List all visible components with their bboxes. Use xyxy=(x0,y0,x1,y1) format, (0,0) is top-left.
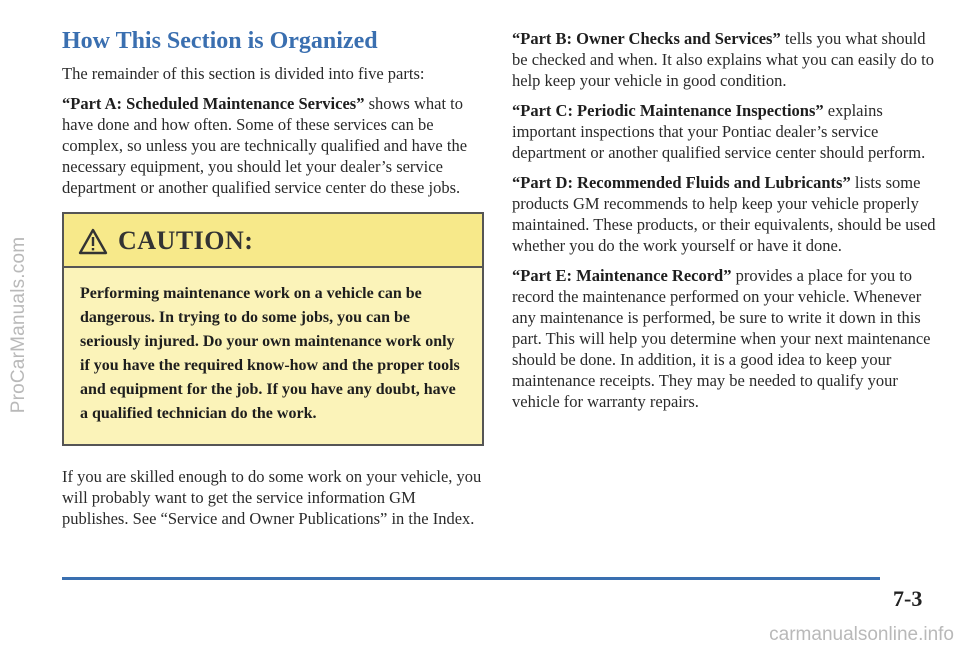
side-watermark xyxy=(4,0,34,650)
part-c-paragraph xyxy=(512,100,942,163)
intro-paragraph: The remainder of this section is divided into five parts: xyxy=(62,64,425,83)
part-d-lead: “Part D: Recommended Fluids and Lubricants” xyxy=(512,173,851,192)
footer-rule xyxy=(62,577,880,580)
page-number: 7-3 xyxy=(893,586,923,611)
warning-triangle-icon xyxy=(78,228,108,255)
part-b-paragraph xyxy=(512,28,942,91)
part-b-text: tells you what should be checked and when. It also explains what you can easily do to help keep your vehicle in good condition. xyxy=(512,29,934,90)
caution-body xyxy=(64,268,482,444)
section-heading: How This Section is Organized xyxy=(62,28,378,54)
caution-text: Performing maintenance work on a vehicle can be dangerous. In trying to do some jobs, you can be seriously injured. Do your own maintenance work only if you have the required know-how and the proper tools and equipment for the job. If you have any doubt, have a qualified technician do the work. xyxy=(80,285,460,422)
caution-title: CAUTION: xyxy=(118,226,254,255)
part-d-text: lists some products GM recommends to help keep your vehicle properly maintained. These products, or their equivalents, should be used whether you do the work yourself or have it done. xyxy=(512,173,936,255)
part-a-text: shows what to have done and how often. Some of these services can be complex, so unless you are technically qualified and have the necessary equipment, you should let your dealer’s service department or another qualified service center do these jobs. xyxy=(62,94,468,197)
part-e-text: provides a place for you to record the maintenance performed on your vehicle. Whenever any maintenance is performed, be sure to write it down in this part. This will help you determine when your next maintenance should be done. In addition, it is a good idea to keep your maintenance receipts. They may be needed to qualify your vehicle for warranty repairs. xyxy=(512,266,931,411)
part-a-lead: “Part A: Scheduled Maintenance Services” xyxy=(62,94,365,113)
part-e-paragraph xyxy=(512,265,942,412)
side-watermark-text: ProCarManuals.com xyxy=(8,236,29,414)
part-e-lead: “Part E: Maintenance Record” xyxy=(512,266,732,285)
part-c-text: explains important inspections that your Pontiac dealer’s service department or another qualified service center should perform. xyxy=(512,101,926,162)
right-column xyxy=(512,28,942,421)
part-d-paragraph xyxy=(512,172,942,256)
left-column xyxy=(62,28,482,538)
part-c-lead: “Part C: Periodic Maintenance Inspections” xyxy=(512,101,824,120)
closing-paragraph: If you are skilled enough to do some work on your vehicle, you will probably want to get the service information GM publishes. See “Service and Owner Publications” in the Index. xyxy=(62,467,482,528)
part-a-paragraph xyxy=(62,93,482,198)
part-b-lead: “Part B: Owner Checks and Services” xyxy=(512,29,781,48)
caution-header xyxy=(64,214,482,268)
bottom-watermark: carmanualsonline.info xyxy=(769,624,954,645)
caution-box xyxy=(62,212,484,446)
